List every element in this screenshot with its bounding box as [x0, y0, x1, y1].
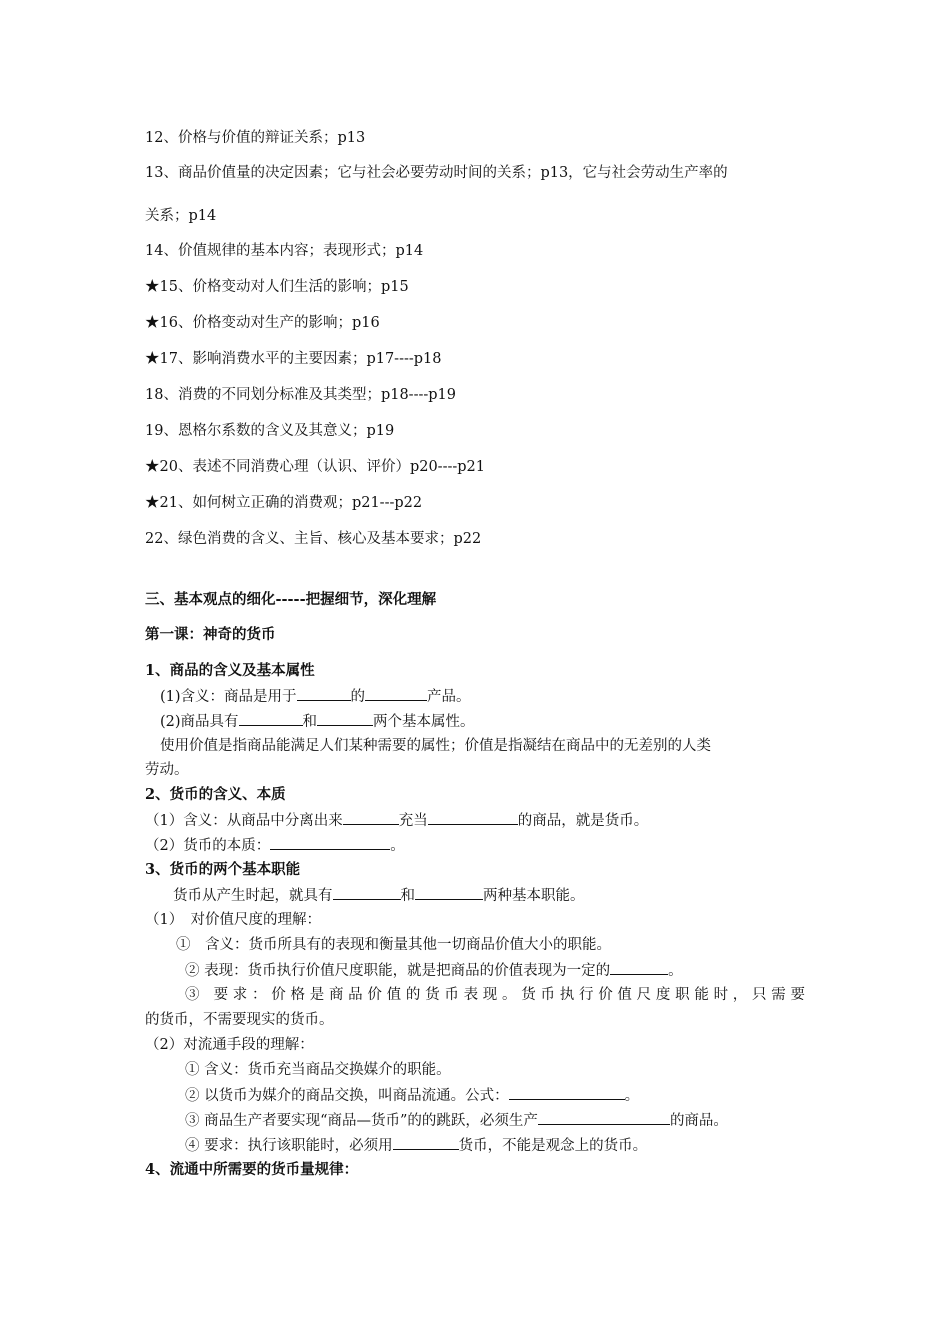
text: ③ 商品生产者要实现“商品—货币”的的跳跃，必须生产 [185, 1113, 538, 1129]
point-3-sub-2-item-4 [185, 1135, 647, 1156]
text: (2)商品具有 [160, 714, 239, 730]
text: 。 [390, 838, 405, 854]
point-3-sub-1-item-2 [185, 960, 683, 981]
text: 产品。 [427, 689, 471, 705]
point-3-sub-2-item-1: ① 含义：货币充当商品交换媒介的职能。 [185, 1062, 451, 1078]
fill-blank [415, 885, 483, 900]
outline-item-22: 22、绿色消费的含义、主旨、核心及基本要求；p22 [145, 531, 482, 547]
fill-blank [317, 711, 373, 726]
point-3-sub-2-item-2 [185, 1085, 639, 1106]
fill-blank [509, 1085, 625, 1100]
fill-blank [538, 1110, 670, 1125]
point-3-title: 3、货币的两个基本职能 [145, 861, 301, 878]
outline-item-20: ★20、表述不同消费心理（认识、评价）p20----p21 [145, 459, 486, 475]
text: 。 [624, 1088, 640, 1104]
text: 和 [400, 888, 415, 904]
point-3-sub-2: （2）对流通手段的理解： [145, 1037, 314, 1053]
point-2-essence [145, 835, 405, 856]
lesson-title: 第一课：神奇的货币 [145, 626, 276, 643]
text: 的商品。 [669, 1113, 728, 1129]
point-4-title: 4、流通中所需要的货币量规律： [145, 1161, 359, 1178]
fill-blank [393, 1135, 459, 1150]
text: （1）含义：从商品中分离出来 [145, 813, 343, 829]
outline-item-15: ★15、价格变动对人们生活的影响；p15 [145, 279, 409, 295]
outline-item-17: ★17、影响消费水平的主要因素；p17----p18 [145, 351, 442, 367]
text: 货币，不能是观念上的货币。 [458, 1138, 648, 1154]
outline-item-16: ★16、价格变动对生产的影响；p16 [145, 315, 380, 331]
outline-item-19: 19、恩格尔系数的含义及其意义；p19 [145, 423, 395, 439]
fill-blank [270, 835, 390, 850]
outline-item-21: ★21、如何树立正确的消费观；p21---p22 [145, 495, 423, 511]
outline-item-14: 14、价值规律的基本内容；表现形式；p14 [145, 243, 424, 259]
point-1-explain-cont: 劳动。 [145, 762, 189, 778]
text: 的商品，就是货币。 [517, 813, 649, 829]
point-1-definition [160, 686, 471, 707]
text: 和 [302, 714, 318, 730]
text: 。 [668, 963, 683, 979]
text: ④ 要求：执行该职能时，必须用 [185, 1138, 393, 1154]
text: （2）货币的本质： [145, 838, 271, 854]
text: ② 表现：货币执行价值尺度职能，就是把商品的价值表现为一定的 [185, 963, 611, 979]
point-3-sub-1-item-3: ③ 要求：价格是商品价值的货币表现。货币执行价值尺度职能时，只需要 [185, 987, 805, 1003]
text: 货币从产生时起，就具有 [173, 888, 333, 904]
fill-blank [239, 711, 303, 726]
point-3-sub-1: （1） 对价值尺度的理解： [145, 912, 321, 928]
text: ② 以货币为媒介的商品交换，叫商品流通。公式： [185, 1088, 509, 1104]
fill-blank [343, 810, 399, 825]
point-3-sub-2-item-3 [185, 1110, 728, 1131]
point-3-intro [173, 885, 585, 906]
fill-blank [610, 960, 668, 975]
point-2-definition [145, 810, 648, 831]
fill-blank [297, 686, 351, 701]
fill-blank [365, 686, 427, 701]
point-1-attributes [160, 711, 475, 732]
text: 两种基本职能。 [483, 888, 585, 904]
point-3-sub-1-item-3-cont: 的货币，不需要现实的货币。 [145, 1012, 334, 1028]
point-3-sub-1-item-1: ① 含义：货币所具有的表现和衡量其他一切商品价值大小的职能。 [176, 937, 611, 953]
section-title: 三、基本观点的细化-----把握细节，深化理解 [145, 591, 437, 608]
text: 充当 [398, 813, 428, 829]
text: 两个基本属性。 [373, 714, 475, 730]
outline-item-18: 18、消费的不同划分标准及其类型；p18----p19 [145, 387, 457, 403]
point-1-title: 1、商品的含义及基本属性 [145, 662, 315, 679]
text: (1)含义：商品是用于 [160, 689, 297, 705]
fill-blank [428, 810, 518, 825]
fill-blank [333, 885, 401, 900]
text: 的 [350, 689, 366, 705]
point-1-explain: 使用价值是指商品能满足人们某种需要的属性；价值是指凝结在商品中的无差别的人类 [160, 738, 711, 754]
point-2-title: 2、货币的含义、本质 [145, 786, 286, 803]
outline-item-13: 13、商品价值量的决定因素；它与社会必要劳动时间的关系；p13，它与社会劳动生产率的 [145, 165, 728, 181]
outline-item-13-cont: 关系；p14 [145, 208, 217, 224]
outline-item-12: 12、价格与价值的辩证关系；p13 [145, 130, 366, 146]
